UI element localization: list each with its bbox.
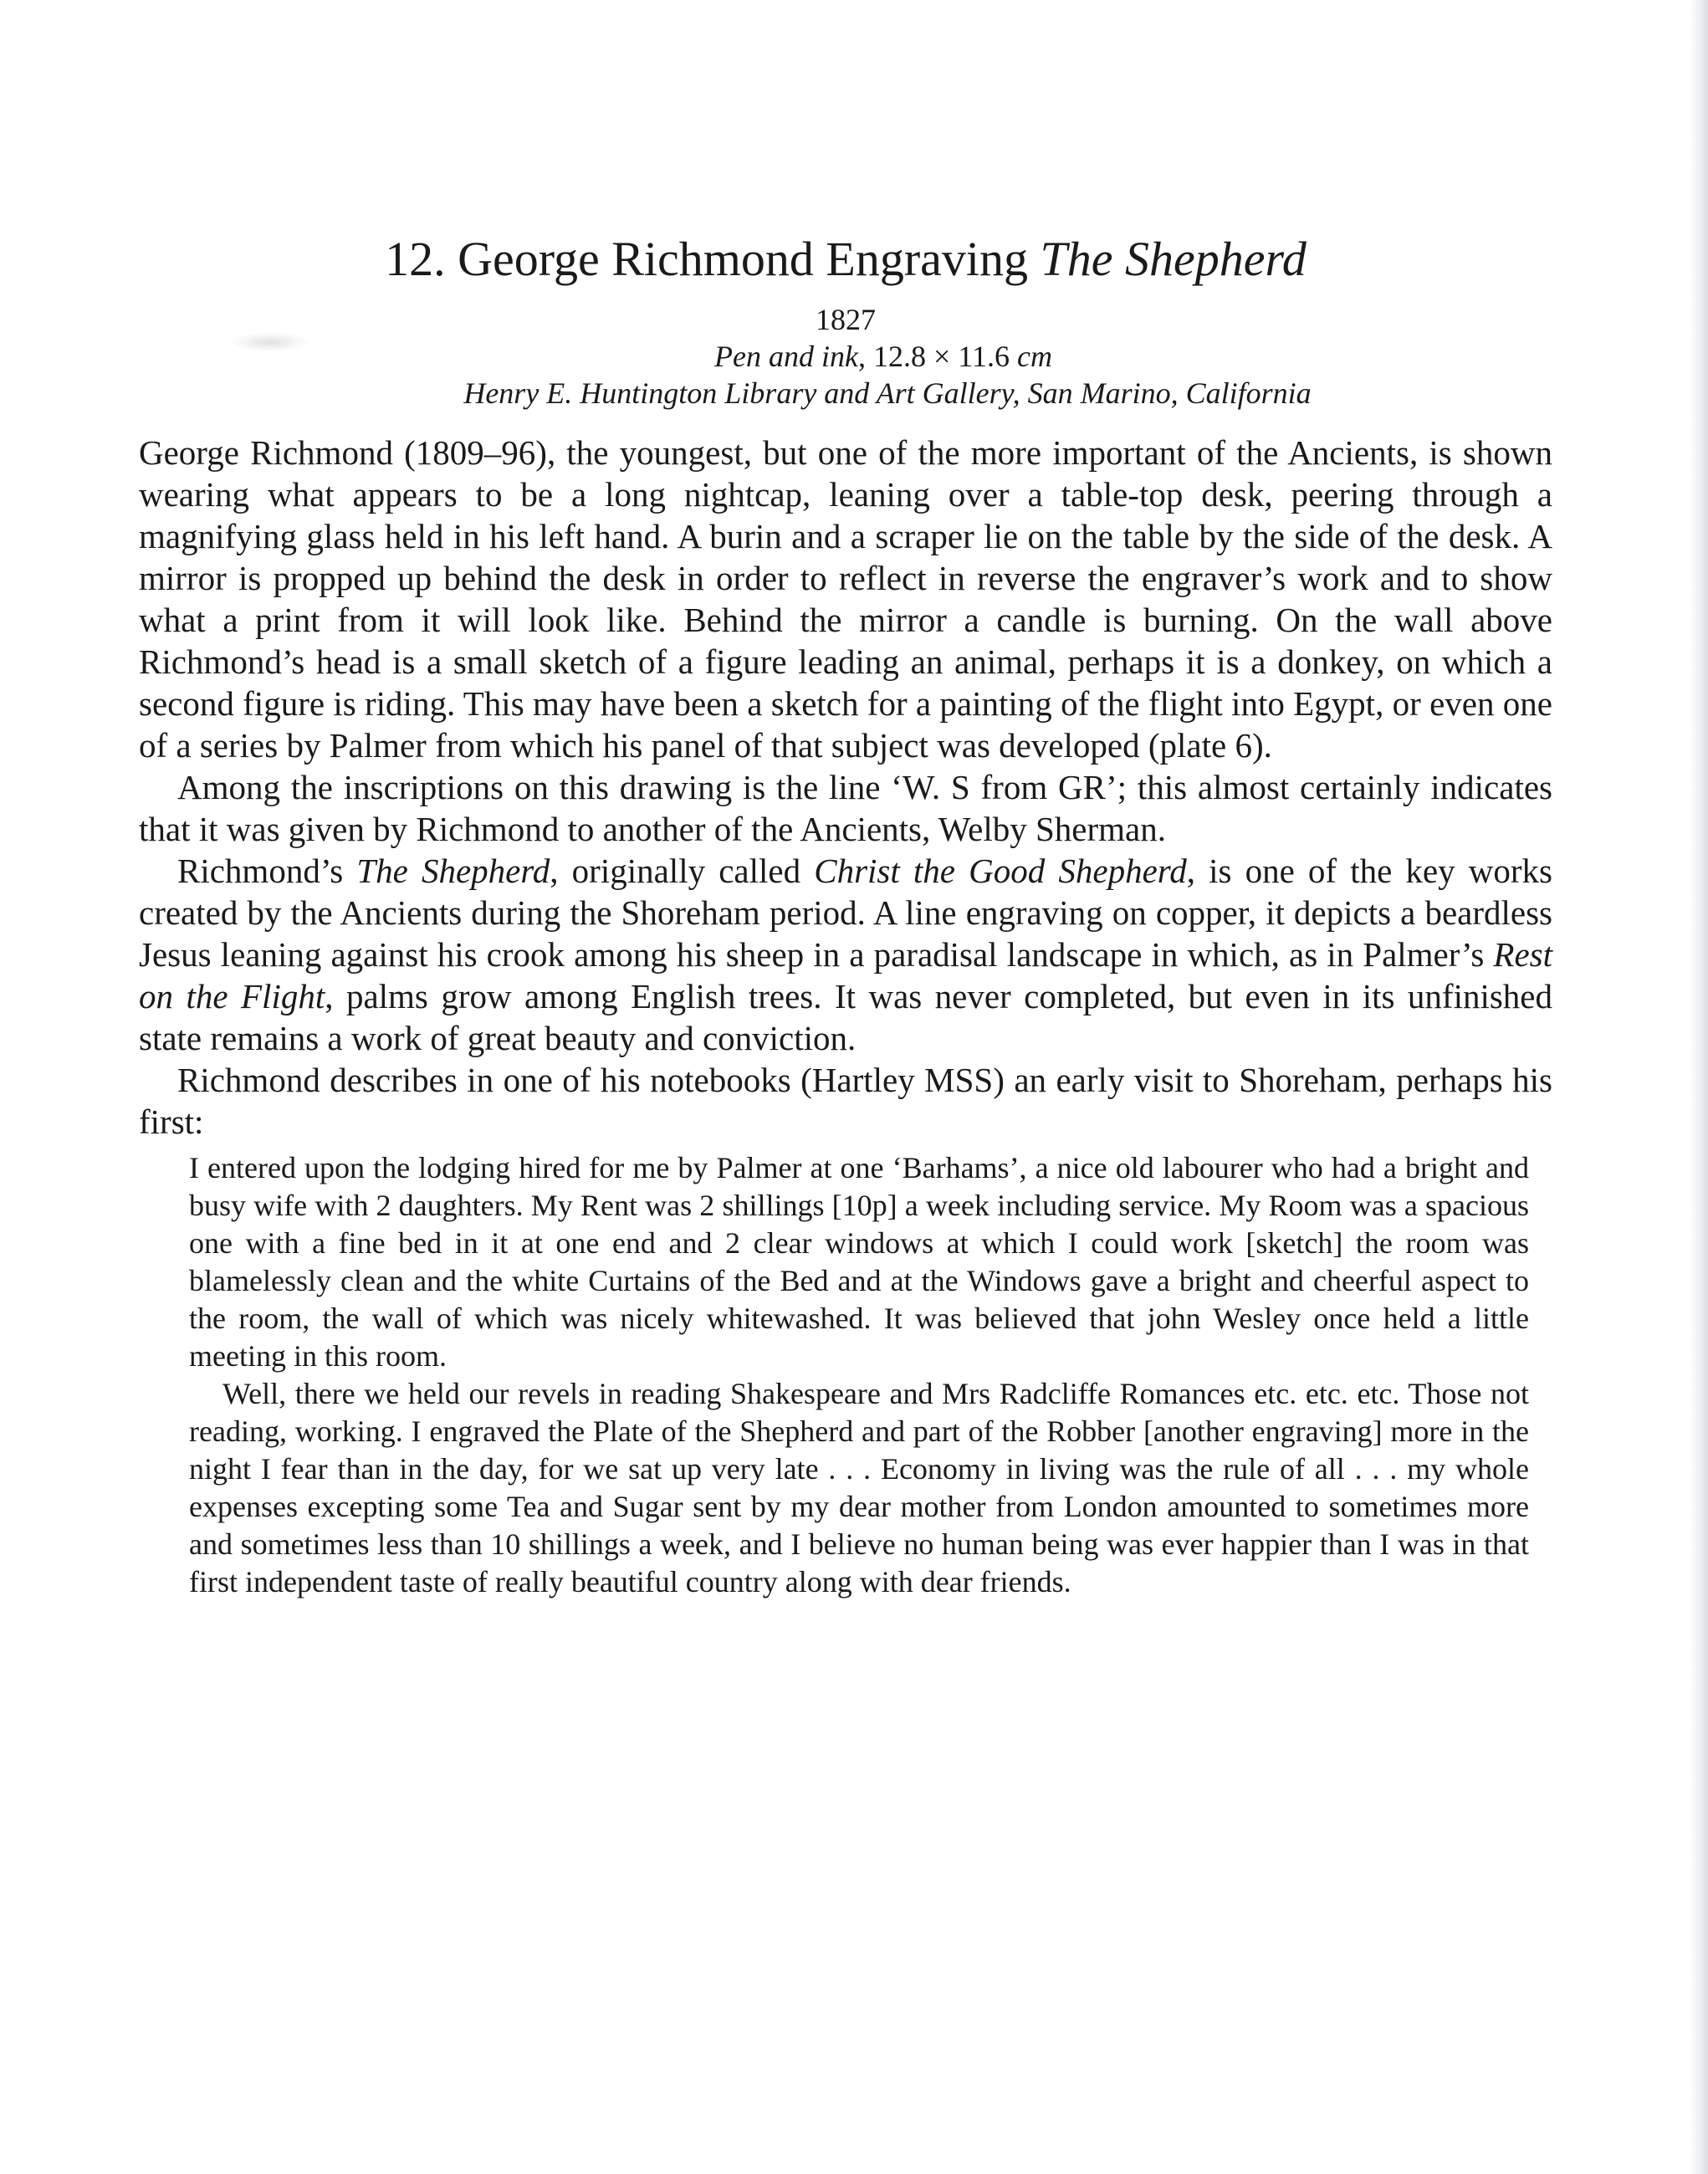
plate-medium <box>139 338 1552 375</box>
p3-italic-rest-on-flight: Rest on the Flight <box>139 935 1552 1015</box>
quote-paragraph-1: I entered upon the lodging hired for me by Palmer at one ‘Barhams’, a nice old labourer who had a bright and busy wife with 2 daughters. My Rent was 2 shillings [10p] a week including service. My Room was a spacious one with a fine bed in it at one end and 2 clear windows at which I could work [sketch] the room was blamelessly clean and the white Curtains of the Bed and at the Windows gave a bright and cheerful aspect to the room, the wall of which was nicely whitewashed. It was believed that john Wesley once held a little meeting in this room. <box>189 1151 1529 1373</box>
paragraph-1: George Richmond (1809–96), the youngest, but one of the more important of the Ancients, is shown wearing what appears to be a long nightcap, leaning over a table-top desk, peering through a magnifying glass held in his left hand. A burin and a scraper lie on the table by the side of the desk. A mirror is propped up behind the desk in order to reflect in reverse the engraver’s work and to show what a print from it will look like. Behind the mirror a candle is burning. On the wall above Richmond’s head is a small sketch of a figure leading an animal, perhaps it is a donkey, on which a second figure is riding. This may have been a sketch for a painting of the flight into Egypt, or even one of a series by Palmer from which his panel of that subject was developed (plate 6). <box>139 433 1552 765</box>
p3-text-a: Richmond’s <box>177 852 357 890</box>
paragraph-2: Among the inscriptions on this drawing is the line ‘W. S from GR’; this almost certainly indicates that it was given by Richmond to another of the Ancients, Welby Sherman. <box>139 768 1552 848</box>
page-edge-shadow <box>1690 0 1708 2174</box>
block-quote <box>189 1149 1529 1601</box>
quote-paragraph-2: Well, there we held our revels in reading Shakespeare and Mrs Radcliffe Romances etc. etc. etc. Those not reading, working. I engraved the Plate of the Shepherd and part of the Robber [another engraving] more in the night I fear than in the day, for we sat up very late . . . Economy in living was the rule of all . . . my whole expenses excepting some Tea and Sugar sent by my dear mother from London amounted to sometimes more and sometimes less than 10 shillings a week, and I believe no human being was ever happier than I was in that first independent taste of really beautiful country along with dear friends. <box>189 1377 1529 1599</box>
plate-collection: Henry E. Huntington Library and Art Gallery, San Marino, California <box>463 376 1312 410</box>
plate-number: 12. <box>385 232 446 286</box>
paragraph-4: Richmond describes in one of his notebooks (Hartley MSS) an early visit to Shoreham, perhaps his first: <box>139 1061 1552 1141</box>
dimensions-unit: cm <box>1016 340 1052 373</box>
paragraph-3 <box>139 850 1552 1059</box>
p3-text-b: , originally called <box>550 852 815 890</box>
p3-text-c: , is one of the key works created by the Ancients during the Shoreham period. A line engraving on copper, it depicts a beardless Jesus leaning against his crook among his sheep in a paradisal landscape in which, as in Palmer’s <box>139 852 1552 974</box>
p3-text-d: , palms grow among English trees. It was never completed, but even in its unfinished state remains a work of great beauty and conviction. <box>139 977 1553 1057</box>
p3-italic-good-shepherd: Christ the Good Shepherd <box>814 852 1187 890</box>
p3-italic-shepherd: The Shepherd <box>356 852 550 890</box>
body-text <box>139 432 1552 1143</box>
medium-label: Pen and ink, <box>714 340 866 373</box>
page-content <box>139 226 1552 1601</box>
title-italic: The Shepherd <box>1040 232 1307 286</box>
page-title <box>139 226 1552 293</box>
dimensions-value: 12.8 × 11.6 <box>873 340 1010 373</box>
plate-date: 1827 <box>816 303 876 336</box>
title-roman: George Richmond Engraving <box>458 232 1028 286</box>
